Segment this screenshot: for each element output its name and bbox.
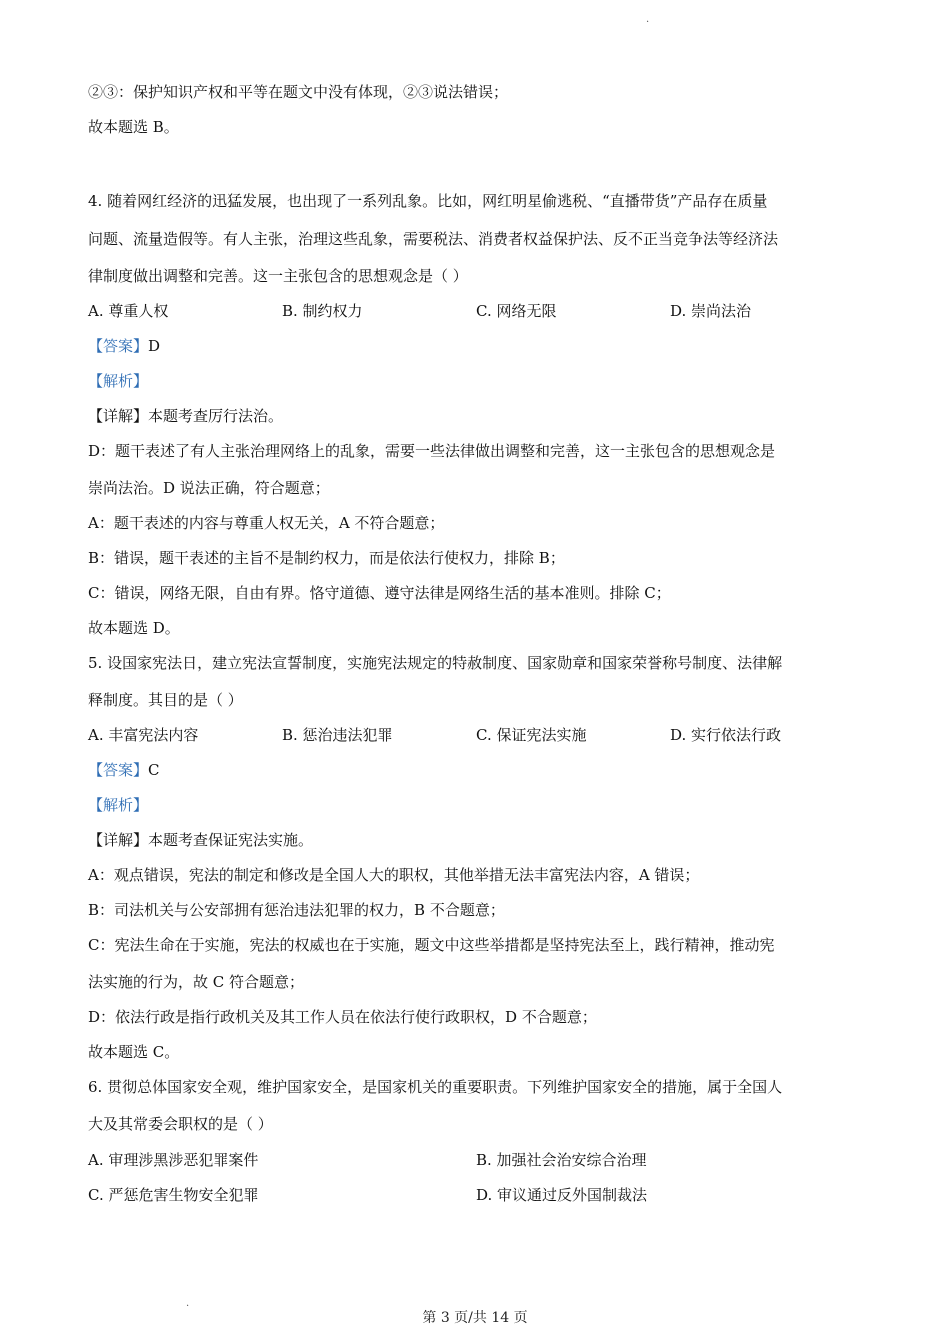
q4-stem-line-1: 4. 随着网红经济的迅猛发展，也出现了一系列乱象。比如，网红明星偷逃税、“直播带货”产品存在质量 xyxy=(88,192,768,210)
q4-answer-tag: 【答案】 xyxy=(88,337,149,355)
q4-stem-line-3: 律制度做出调整和完善。这一主张包含的思想观念是（ ） xyxy=(88,267,468,285)
q5-analysis-tag: 【解析】 xyxy=(88,796,149,814)
q5-analysis-b: B：司法机关与公安部拥有惩治违法犯罪的权力，B 不合题意； xyxy=(88,901,505,919)
q4-option-b: B. 制约权力 xyxy=(282,302,363,320)
bottom-dot: . xyxy=(186,1298,190,1309)
q5-option-b: B. 惩治违法犯罪 xyxy=(282,726,393,744)
q4-detail: 【详解】本题考查厉行法治。 xyxy=(88,407,284,425)
q5-analysis-c-line-2: 法实施的行为，故 C 符合题意； xyxy=(88,973,305,991)
q4-analysis-c: C：错误，网络无限，自由有界。恪守道德、遵守法律是网络生活的基本准则。排除 C； xyxy=(88,584,671,602)
q5-stem-line-1: 5. 设国家宪法日，建立宪法宣誓制度，实施宪法规定的特赦制度、国家勋章和国家荣誉称号制度、法律解 xyxy=(88,654,783,672)
q6-option-c: C. 严惩危害生物安全犯罪 xyxy=(88,1186,259,1204)
q4-analysis-tag: 【解析】 xyxy=(88,372,149,390)
intro-line-2: 故本题选 B。 xyxy=(88,118,179,136)
q5-answer-value: C xyxy=(148,761,160,779)
q6-option-d: D. 审议通过反外国制裁法 xyxy=(476,1186,648,1204)
q4-analysis-d-line-1: D：题干表述了有人主张治理网络上的乱象，需要一些法律做出调整和完善，这一主张包含的思想观念是 xyxy=(88,442,776,460)
q4-option-c: C. 网络无限 xyxy=(476,302,557,320)
q4-conclusion: 故本题选 D。 xyxy=(88,619,180,637)
q6-option-a: A. 审理涉黑涉恶犯罪案件 xyxy=(88,1151,259,1169)
q5-stem-line-2: 释制度。其目的是（ ） xyxy=(88,691,243,709)
q4-analysis-d-line-2: 崇尚法治。D 说法正确，符合题意； xyxy=(88,479,330,497)
q5-option-c: C. 保证宪法实施 xyxy=(476,726,587,744)
q6-stem-line-2: 大及其常委会职权的是（ ） xyxy=(88,1115,273,1133)
intro-line-1: ②③：保护知识产权和平等在题文中没有体现，②③说法错误； xyxy=(88,83,509,101)
q4-stem-line-2: 问题、流量造假等。有人主张，治理这些乱象，需要税法、消费者权益保护法、反不正当竞争法等经济法 xyxy=(88,230,779,248)
q4-option-d: D. 崇尚法治 xyxy=(670,302,752,320)
q5-analysis-d: D：依法行政是指行政机关及其工作人员在依法行使行政职权，D 不合题意； xyxy=(88,1008,597,1026)
q5-answer-line xyxy=(88,760,868,780)
q5-answer-tag: 【答案】 xyxy=(88,761,149,779)
q4-analysis-b: B：错误，题干表述的主旨不是制约权力，而是依法行使权力，排除 B； xyxy=(88,549,565,567)
q4-answer-line xyxy=(88,336,868,356)
q5-analysis-a: A：观点错误，宪法的制定和修改是全国人大的职权，其他举措无法丰富宪法内容，A 错误； xyxy=(88,866,700,884)
q4-option-a: A. 尊重人权 xyxy=(88,302,169,320)
q4-answer-value: D xyxy=(148,337,161,355)
page-footer: 第 3 页/共 14 页 xyxy=(422,1310,528,1326)
top-dot: . xyxy=(646,14,650,25)
q6-option-b: B. 加强社会治安综合治理 xyxy=(476,1151,647,1169)
q5-option-a: A. 丰富宪法内容 xyxy=(88,726,199,744)
q5-option-d: D. 实行依法行政 xyxy=(670,726,782,744)
q5-detail: 【详解】本题考查保证宪法实施。 xyxy=(88,831,314,849)
q6-stem-line-1: 6. 贯彻总体国家安全观，维护国家安全，是国家机关的重要职责。下列维护国家安全的措施，属于全国人 xyxy=(88,1078,783,1096)
q5-analysis-c-line-1: C：宪法生命在于实施，宪法的权威也在于实施，题文中这些举措都是坚持宪法至上，践行精神，推动宪 xyxy=(88,936,775,954)
q4-analysis-a: A：题干表述的内容与尊重人权无关，A 不符合题意； xyxy=(88,514,445,532)
q5-conclusion: 故本题选 C。 xyxy=(88,1043,180,1061)
